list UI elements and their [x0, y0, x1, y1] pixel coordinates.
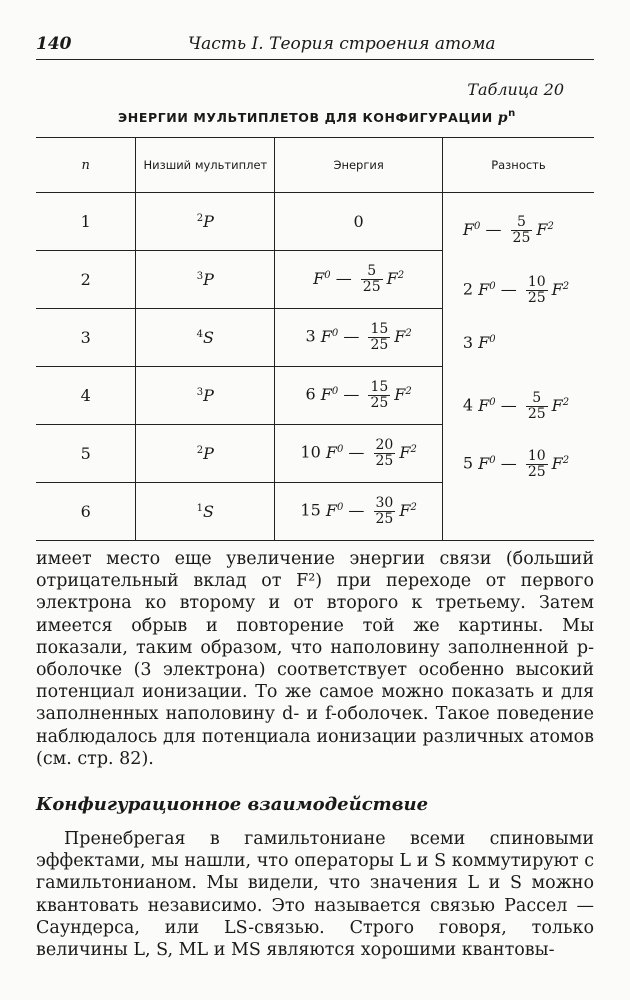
energy-prefix: 0 [353, 212, 364, 231]
fraction-numerator: 20 [375, 437, 394, 454]
f2-term: $F^2$ [394, 327, 412, 346]
fraction-numerator: 5 [367, 263, 377, 280]
fraction-denominator: 25 [362, 279, 381, 295]
energy-prefix: 6 [305, 385, 316, 404]
table-row [36, 193, 594, 251]
fraction-denominator: 25 [370, 337, 389, 353]
difference-prefix: 2 [462, 279, 474, 299]
multiplet-sup: 1 [196, 503, 204, 514]
f0-term: $F^0$ [478, 453, 496, 473]
cell-n: 1 [36, 193, 136, 251]
difference-fraction [526, 391, 548, 421]
multiplet-letter: P [203, 270, 214, 289]
cell-multiplet [136, 309, 275, 367]
energy-prefix: 10 [300, 443, 321, 462]
fraction-numerator: 5 [516, 214, 526, 230]
table-label: Таблица 20 [467, 80, 564, 99]
multiplet-letter: S [203, 502, 215, 521]
difference-item: $F^0$ — $\frac{5}{25}$ $F^2$ [462, 214, 554, 246]
f2-term: $F^2$ [551, 395, 570, 415]
f0-term: $F^0$ [478, 333, 496, 352]
difference-prefix: 3 [462, 333, 474, 352]
f2-term: $F^2$ [386, 269, 405, 288]
f0-term: $F^0$ [320, 327, 339, 346]
fraction-denominator: 25 [370, 395, 389, 411]
multiplet-sup: 3 [196, 271, 204, 282]
fraction-numerator: 15 [370, 321, 389, 338]
fraction-numerator: 5 [532, 390, 542, 406]
cell-n: 4 [36, 367, 136, 425]
f0-term: $F^0$ [325, 501, 344, 520]
multiplet-sup: 3 [196, 387, 204, 398]
fraction-numerator: 30 [375, 495, 394, 512]
multiplet-table [36, 137, 594, 541]
cell-multiplet [136, 425, 275, 483]
table-title-sup: n [508, 108, 516, 119]
f0-term: $F^0$ [320, 385, 339, 404]
cell-multiplet [136, 483, 275, 541]
fraction-denominator: 25 [527, 463, 546, 480]
multiplet-letter: P [203, 386, 214, 405]
fraction-denominator: 25 [527, 289, 546, 306]
page-number: 140 [36, 34, 72, 54]
fraction-denominator: 25 [527, 405, 546, 422]
cell-n: 2 [36, 251, 136, 309]
energy-prefix: 15 [300, 501, 321, 520]
multiplet-sup: 2 [196, 445, 204, 456]
multiplet-letter: S [203, 328, 215, 347]
difference-fraction [511, 215, 533, 245]
energy-fraction [374, 438, 396, 468]
energy-fraction [374, 496, 396, 526]
cell-energy: 3 $F^0$ — $\frac{15}{25}$ $F^2$ [275, 309, 443, 367]
energy-fraction [361, 264, 383, 294]
f2-term: $F^2$ [399, 501, 417, 520]
running-title: Часть I. Теория строения атома [188, 34, 496, 54]
cell-multiplet [136, 193, 275, 251]
header-rule [36, 59, 594, 60]
difference-fraction [526, 275, 548, 305]
cell-n: 3 [36, 309, 136, 367]
cell-energy: $F^0$ — $\frac{5}{25}$ $F^2$ [275, 251, 443, 309]
multiplet-letter: P [203, 212, 214, 231]
f2-term: $F^2$ [551, 279, 570, 299]
f0-term: $F^0$ [478, 279, 496, 299]
cell-energy: 10 $F^0$ — $\frac{20}{25}$ $F^2$ [275, 425, 443, 483]
cell-energy: 6 $F^0$ — $\frac{15}{25}$ $F^2$ [275, 367, 443, 425]
column-header-n: n [36, 138, 136, 193]
table-title [118, 108, 516, 126]
section-heading: Конфигурационное взаимодействие [36, 794, 429, 815]
running-header [36, 34, 594, 58]
energy-fraction [368, 322, 390, 352]
cell-n: 6 [36, 483, 136, 541]
cell-difference [442, 193, 594, 541]
multiplet-sup: 4 [196, 329, 204, 340]
difference-item: 2 $F^0$ — $\frac{10}{25}$ $F^2$ [462, 274, 570, 306]
f2-term: $F^2$ [551, 453, 570, 473]
paragraph-2: Пренебрегая в гамильтониане всеми спиновыми эффектами, мы нашли, что операторы L и S коммутируют с гамильтонианом. Мы видели, что значения L и S можно квантовать независимо. Это называется связью Рассел — Саундерса, или LS-связью. Строго говоря, только величины L, S, ML и MS являются хорошими квантовы- [36, 829, 594, 961]
energy-fraction [368, 380, 390, 410]
fraction-numerator: 15 [370, 379, 389, 396]
fraction-denominator: 25 [375, 453, 394, 469]
column-header-multiplet: Низший мультиплет [136, 138, 275, 193]
f2-term: $F^2$ [399, 443, 417, 462]
difference-list [443, 193, 594, 526]
paragraph-1: имеет место еще увеличение энергии связи (больший отрицательный вклад от F²) при переходе от первого электрона ко второму и от второго к третьему. Затем имеется обрыв и повторение той же картины. Мы показали, таким образом, что наполовину заполненной p-оболочке (3 электрона) соответствует особенно высокий потенциал ионизации. То же самое можно показать и для заполненных наполовину d- и f-оболочек. Такое поведение наблюдалось для потенциала ионизации различных атомов (см. стр. 82). [36, 549, 594, 769]
difference-item [463, 333, 496, 352]
energy-prefix: 3 [305, 327, 316, 346]
table-header-row [36, 138, 594, 193]
cell-multiplet [136, 251, 275, 309]
cell-multiplet [136, 367, 275, 425]
column-header-difference: Разность [442, 138, 594, 193]
fraction-denominator: 25 [512, 229, 531, 246]
table-title-symbol: p [497, 110, 509, 126]
difference-prefix: 4 [462, 395, 474, 415]
f0-term: $F^0$ [478, 395, 496, 415]
f0-term: $F^0$ [325, 443, 344, 462]
multiplet-sup: 2 [196, 213, 204, 224]
difference-item: 5 $F^0$ — $\frac{10}{25}$ $F^2$ [462, 448, 570, 480]
difference-item: 4 $F^0$ — $\frac{5}{25}$ $F^2$ [462, 390, 570, 422]
fraction-numerator: 10 [527, 448, 546, 464]
f2-term: $F^2$ [536, 219, 554, 239]
cell-n: 5 [36, 425, 136, 483]
column-header-energy: Энергия [275, 138, 443, 193]
fraction-denominator: 25 [375, 511, 394, 527]
difference-fraction [526, 449, 548, 479]
table-title-text: ЭНЕРГИИ МУЛЬТИПЛЕТОВ ДЛЯ КОНФИГУРАЦИИ [118, 110, 493, 125]
difference-prefix: 5 [462, 453, 474, 473]
cell-energy [275, 193, 443, 251]
fraction-numerator: 10 [527, 274, 546, 290]
f0-term: $F^0$ [462, 219, 481, 239]
f0-term: $F^0$ [313, 269, 331, 288]
f2-term: $F^2$ [394, 385, 412, 404]
cell-energy: 15 $F^0$ — $\frac{30}{25}$ $F^2$ [275, 483, 443, 541]
multiplet-letter: P [203, 444, 214, 463]
